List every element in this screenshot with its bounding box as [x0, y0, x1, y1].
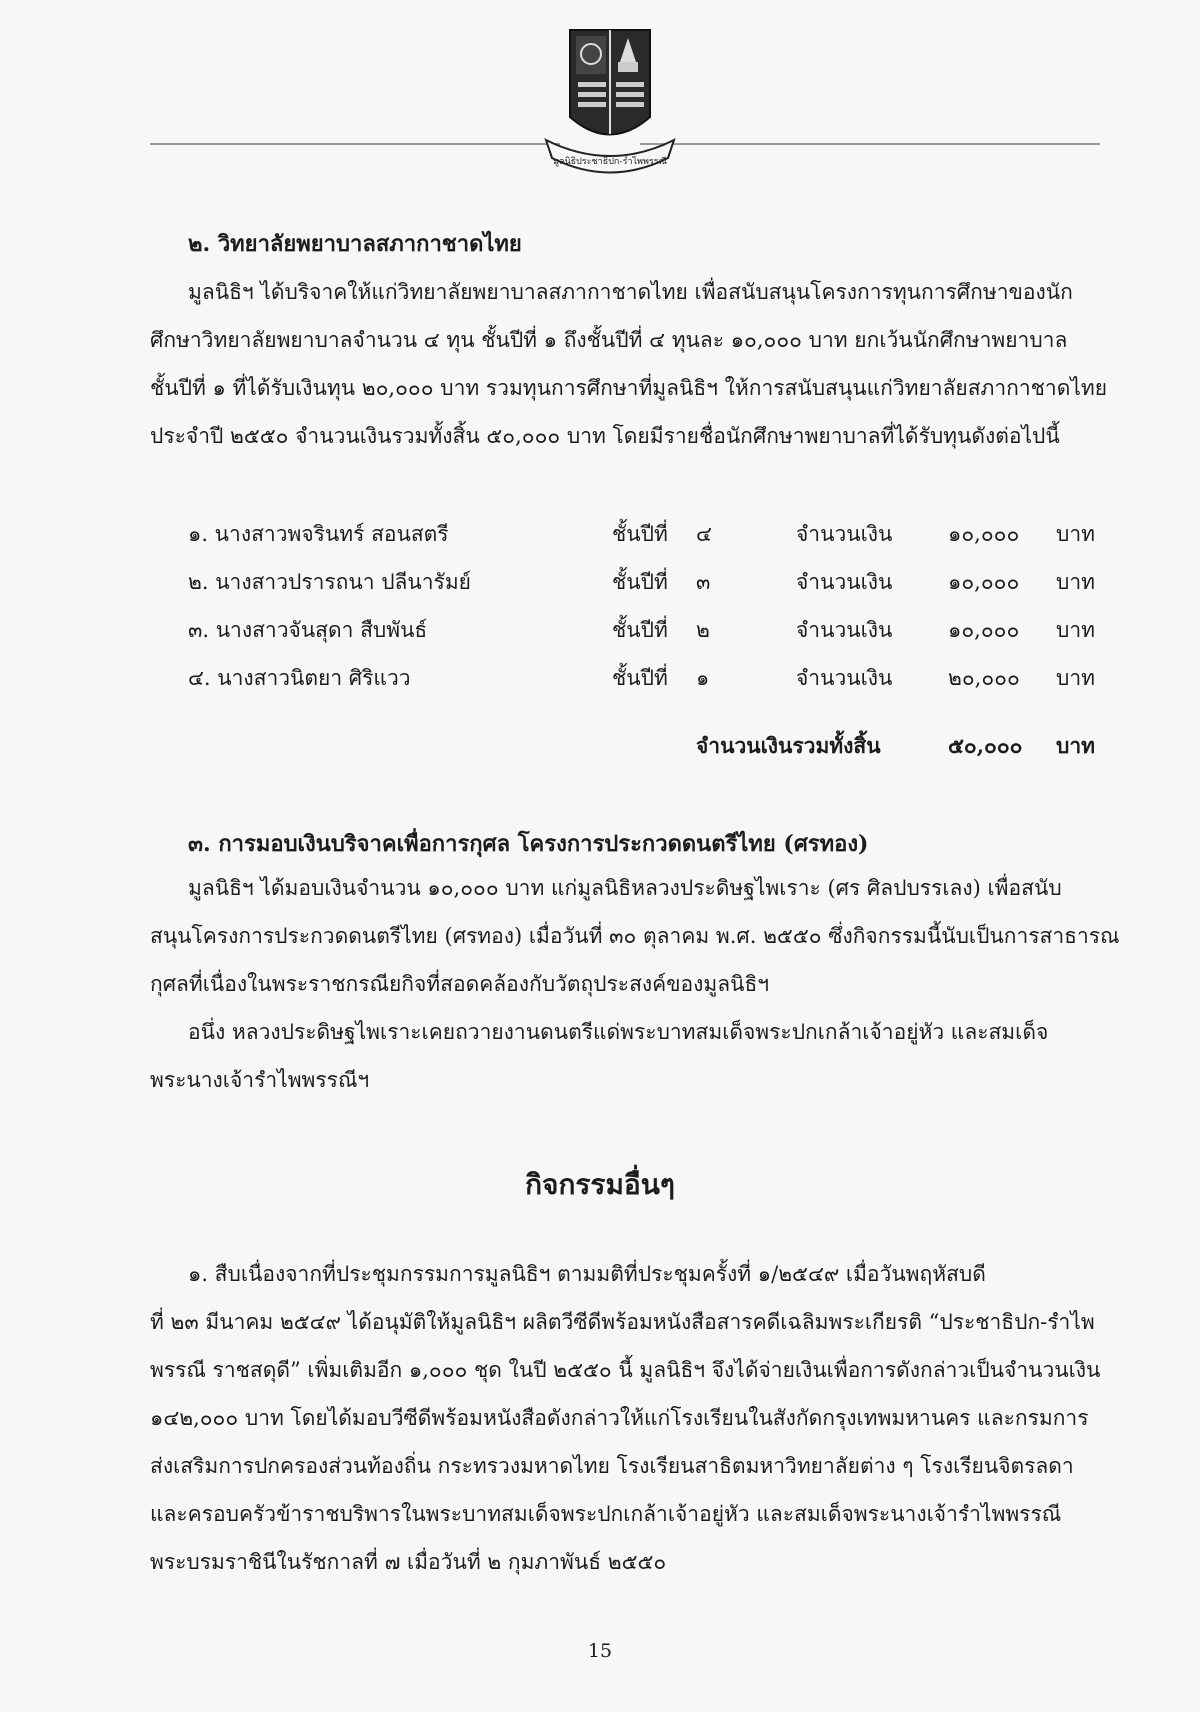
section-3-paragraph-cont: [150, 912, 1120, 1008]
paragraph-line: ๑๔๒,๐๐๐ บาท โดยได้มอบวีซีดีพร้อมหนังสือดังกล่าวให้แก่โรงเรียนในสังกัดกรุงเทพมหานคร และกรมการ: [150, 1406, 1089, 1430]
year-label: ชั้นปีที่: [612, 522, 668, 546]
year-value: ๒: [696, 618, 710, 642]
amount-value: ๑๐,๐๐๐: [948, 570, 1020, 594]
section-3-note-cont: [150, 1056, 1110, 1104]
paragraph-line: มูลนิธิฯ ได้บริจาคให้แก่วิทยาลัยพยาบาลสภากาชาดไทย เพื่อสนับสนุนโครงการทุนการศึกษาของนัก: [188, 280, 1073, 304]
amount-label: จำนวนเงิน: [796, 570, 893, 594]
total-currency: บาท: [1056, 733, 1095, 758]
paragraph-line: กุศลที่เนื่องในพระราชกรณียกิจที่สอดคล้องกับวัตถุประสงค์ของมูลนิธิฯ: [150, 972, 770, 996]
paragraph-line: พระนางเจ้ารำไพพรรณีฯ: [150, 1068, 370, 1092]
crest-motto: มูลนิธิประชาธิปก-รำไพพรรณี: [553, 157, 667, 167]
year-label: ชั้นปีที่: [612, 570, 668, 594]
table-row: [188, 662, 1108, 710]
header-rule-right: [640, 143, 1100, 145]
table-row: [188, 614, 1108, 662]
paragraph-line: พระบรมราชินีในรัชกาลที่ ๗ เมื่อวันที่ ๒ กุมภาพันธ์ ๒๕๕๐: [150, 1550, 667, 1574]
paragraph-line: ๑. สืบเนื่องจากที่ประชุมกรรมการมูลนิธิฯ ตามมติที่ประชุมครั้งที่ ๑/๒๕๔๙ เมื่อวันพฤหัสบดี: [188, 1262, 986, 1286]
section-3: [188, 826, 1108, 861]
page-number: 15: [587, 1640, 613, 1662]
paragraph-line: ศึกษาวิทยาลัยพยาบาลจำนวน ๔ ทุน ชั้นปีที่ ๑ ถึงชั้นปีที่ ๔ ทุนละ ๑๐,๐๐๐ บาท ยกเว้นนักศึกษาพยาบาล: [150, 328, 1068, 352]
year-label: ชั้นปีที่: [612, 618, 668, 642]
amount-label: จำนวนเงิน: [796, 522, 893, 546]
student-name: ๔. นางสาวนิตยา ศิริแวว: [188, 666, 411, 690]
paragraph-line: และครอบครัวข้าราชบริพารในพระบาทสมเด็จพระปกเกล้าเจ้าอยู่หัว และสมเด็จพระนางเจ้ารำไพพรรณี: [150, 1502, 1062, 1526]
paragraph-line: มูลนิธิฯ ได้มอบเงินจำนวน ๑๐,๐๐๐ บาท แก่มูลนิธิหลวงประดิษฐไพเราะ (ศร ศิลปบรรเลง) เพื่อสนับ: [188, 876, 1062, 900]
student-name: ๒. นางสาวปรารถนา ปลีนารัมย์: [188, 570, 471, 594]
paragraph-line: ประจำปี ๒๕๕๐ จำนวนเงินรวมทั้งสิ้น ๕๐,๐๐๐ บาท โดยมีรายชื่อนักศึกษาพยาบาลที่ได้รับทุนดังต่อไปนี้: [150, 424, 1060, 448]
section-3-heading: ๓. การมอบเงินบริจาคเพื่อการกุศล โครงการประกวดดนตรีไทย (ศรทอง): [188, 831, 869, 857]
total-amount: ๕๐,๐๐๐: [948, 733, 1023, 758]
section-2-paragraph: [188, 268, 1108, 316]
currency-label: บาท: [1056, 570, 1095, 594]
amount-value: ๑๐,๐๐๐: [948, 522, 1020, 546]
section-3-paragraph-first: [188, 864, 1108, 912]
paragraph-line: อนึ่ง หลวงประดิษฐไพเราะเคยถวายงานดนตรีแด่พระบาทสมเด็จพระปกเกล้าเจ้าอยู่หัว และสมเด็จ: [188, 1020, 1049, 1044]
amount-label: จำนวนเงิน: [796, 618, 893, 642]
student-name: ๓. นางสาวจันสุดา สืบพันธ์: [188, 618, 428, 642]
section-3-note-first: [188, 1008, 1108, 1056]
section-2-paragraph-cont: [150, 316, 1110, 460]
year-label: ชั้นปีที่: [612, 666, 668, 690]
other-paragraph-first: [188, 1250, 1108, 1298]
table-total-row: [188, 730, 1108, 778]
section-2-heading: ๒. วิทยาลัยพยาบาลสภากาชาดไทย: [188, 231, 522, 257]
other-activities-title: กิจกรรมอื่นๆ: [525, 1168, 675, 1201]
table-row: [188, 518, 1108, 566]
section-2: [188, 226, 1108, 261]
paragraph-line: ชั้นปีที่ ๑ ที่ได้รับเงินทุน ๒๐,๐๐๐ บาท รวมทุนการศึกษาที่มูลนิธิฯ ให้การสนับสนุนแก่วิทยาลัยสภากาชาดไทย: [150, 376, 1108, 400]
currency-label: บาท: [1056, 666, 1095, 690]
paragraph-line: พรรณี ราชสดุดี” เพิ่มเติมอีก ๑,๐๐๐ ชุด ในปี ๒๕๕๐ นี้ มูลนิธิฯ จึงได้จ่ายเงินเพื่อการดังกล่าวเป็นจำนวนเงิน: [150, 1358, 1101, 1382]
amount-value: ๑๐,๐๐๐: [948, 618, 1020, 642]
table-row: [188, 566, 1108, 614]
scholarship-table: [188, 518, 1108, 758]
year-value: ๓: [696, 570, 711, 594]
amount-label: จำนวนเงิน: [796, 666, 893, 690]
student-name: ๑. นางสาวพจรินทร์ สอนสตรี: [188, 522, 449, 546]
other-paragraph-cont: [150, 1298, 1110, 1586]
paragraph-line: ที่ ๒๓ มีนาคม ๒๕๔๙ ได้อนุมัติให้มูลนิธิฯ ผลิตวีซีดีพร้อมหนังสือสารคดีเฉลิมพระเกียรติ “ประชาธิปก-รำไพ: [150, 1310, 1095, 1334]
foundation-crest-icon: [540, 22, 680, 182]
currency-label: บาท: [1056, 618, 1095, 642]
header-rule-left: [150, 143, 560, 145]
year-value: ๔: [696, 522, 712, 546]
currency-label: บาท: [1056, 522, 1095, 546]
paragraph-line: สนุนโครงการประกวดดนตรีไทย (ศรทอง) เมื่อวันที่ ๓๐ ตุลาคม พ.ศ. ๒๕๕๐ ซึ่งกิจกรรมนี้นับเป็นการสาธารณ: [150, 924, 1120, 948]
total-label: จำนวนเงินรวมทั้งสิ้น: [696, 733, 881, 758]
year-value: ๑: [696, 666, 710, 690]
paragraph-line: ส่งเสริมการปกครองส่วนท้องถิ่น กระทรวงมหาดไทย โรงเรียนสาธิตมหาวิทยาลัยต่าง ๆ โรงเรียนจิตรลดา: [150, 1454, 1074, 1478]
amount-value: ๒๐,๐๐๐: [948, 666, 1020, 690]
